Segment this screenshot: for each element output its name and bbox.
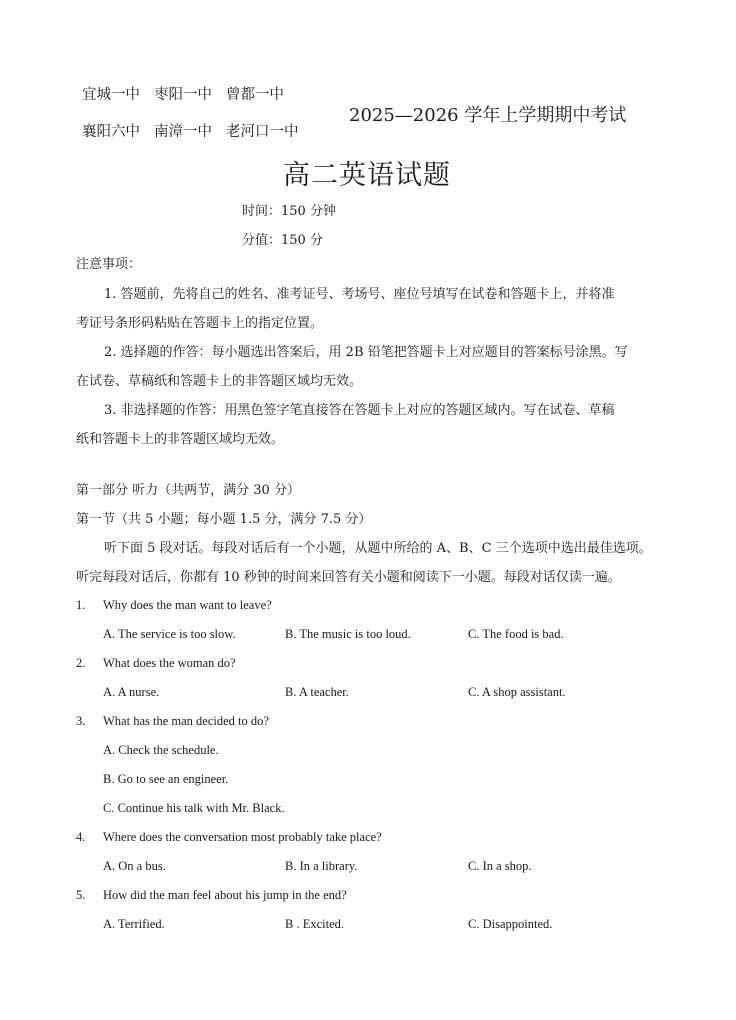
school-name: 曾都一中 (226, 87, 284, 103)
notice-item-3-line-1: 3. 非选择题的作答：用黑色签字笔直接答在答题卡上对应的答题区域内。写在试卷、草稿 (104, 403, 615, 418)
option-c: C. Continue his talk with Mr. Black. (103, 801, 285, 815)
option-b: B. Go to see an engineer. (103, 772, 229, 786)
option-a: A. Check the schedule. (103, 743, 219, 757)
instructions-line-2: 听完每段对话后，你都有 10 秒钟的时间来回答有关小题和阅读下一小题。每段对话仅读一遍。 (76, 570, 621, 585)
option-c: C. A shop assistant. (468, 685, 566, 699)
question-number: 2. (76, 656, 86, 670)
school-name: 老河口一中 (226, 124, 299, 140)
notice-item-2-line-2: 在试卷、草稿纸和答题卡上的非答题区域均无效。 (76, 374, 363, 389)
question-text: How did the man feel about his jump in the end? (103, 888, 347, 902)
notice-heading: 注意事项： (76, 257, 142, 272)
option-b: B. A teacher. (285, 685, 349, 699)
question-number: 1. (76, 598, 86, 612)
question-text: Why does the man want to leave? (103, 598, 272, 612)
exam-score: 分值：150 分 (242, 233, 323, 248)
option-c: C. The food is bad. (468, 627, 564, 641)
option-a: A. A nurse. (103, 685, 160, 699)
option-c: C. In a shop. (468, 859, 532, 873)
school-name: 枣阳一中 (154, 87, 212, 103)
exam-time: 时间：150 分钟 (242, 204, 336, 219)
page-title: 高二英语试题 (283, 160, 451, 191)
option-b: B. In a library. (285, 859, 358, 873)
option-b: B . Excited. (285, 917, 345, 931)
option-b: B. The music is too loud. (285, 627, 411, 641)
school-list-row-1 (82, 83, 298, 104)
notice-item-3-line-2: 纸和答题卡上的非答题区域均无效。 (76, 432, 285, 447)
question-number: 5. (76, 888, 86, 902)
question-text: What does the woman do? (103, 656, 236, 670)
option-a: A. Terrified. (103, 917, 165, 931)
school-name: 宜城一中 (82, 87, 140, 103)
question-text: Where does the conversation most probably take place? (103, 830, 382, 844)
notice-item-2-line-1: 2. 选择题的作答：每小题选出答案后，用 2B 铅笔把答题卡上对应题目的答案标号涂黑。写 (104, 345, 628, 360)
option-a: A. The service is too slow. (103, 627, 236, 641)
instructions-line-1: 听下面 5 段对话。每段对话后有一个小题，从题中所给的 A、B、C 三个选项中选出最佳选项。 (104, 541, 652, 556)
question-text: What has the man decided to do? (103, 714, 269, 728)
question-number: 4. (76, 830, 86, 844)
school-name: 南漳一中 (154, 124, 212, 140)
option-c: C. Disappointed. (468, 917, 553, 931)
question-number: 3. (76, 714, 86, 728)
notice-item-1-line-1: 1. 答题前，先将自己的姓名、准考证号、考场号、座位号填写在试卷和答题卡上，并将准 (104, 287, 615, 302)
school-list-row-2 (82, 120, 313, 141)
part-heading: 第一部分 听力（共两节，满分 30 分） (76, 483, 300, 498)
school-name: 襄阳六中 (82, 124, 140, 140)
section-heading: 第一节（共 5 小题；每小题 1.5 分，满分 7.5 分） (76, 512, 372, 527)
notice-item-1-line-2: 考证号条形码粘贴在答题卡上的指定位置。 (76, 316, 324, 331)
option-a: A. On a bus. (103, 859, 166, 873)
exam-title: 2025—2026 学年上学期期中考试 (349, 105, 627, 126)
